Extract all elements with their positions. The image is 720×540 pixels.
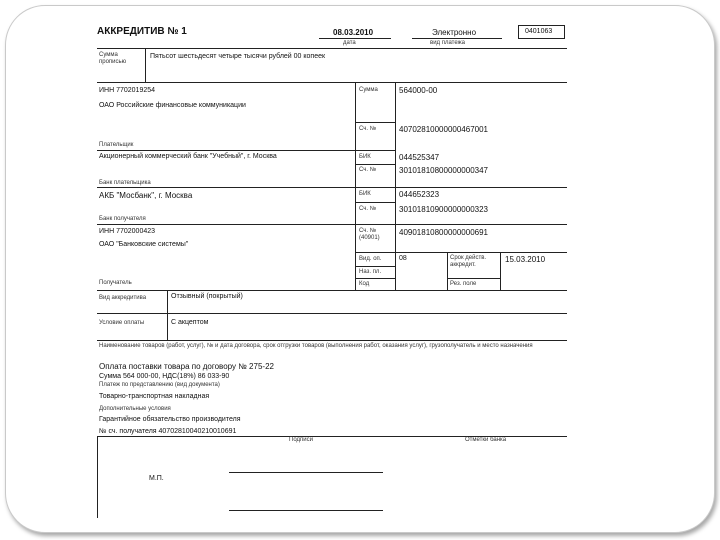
letter-of-credit-form bbox=[97, 20, 567, 520]
payer-bank-acc-label: Сч. № bbox=[359, 167, 377, 173]
recipient-inn: ИНН 7702000423 bbox=[99, 228, 156, 235]
amount-words-label: Сумма прописью bbox=[99, 52, 127, 65]
payer-sum-label: Сумма bbox=[359, 87, 378, 93]
op-type-label: Вид. оп. bbox=[359, 256, 382, 262]
stamp-place: М.П. bbox=[149, 475, 164, 482]
extra-value: Гарантийное обязательство производителя bbox=[99, 416, 241, 423]
payer-acc-value: 40702810000000467001 bbox=[399, 125, 488, 134]
payer-label: Плательщик bbox=[99, 142, 134, 148]
term-label: Срок действ. аккредит. bbox=[450, 255, 487, 268]
payer-bank-label: Банк плательщика bbox=[99, 180, 151, 186]
extra-caption: Дополнительные условия bbox=[99, 406, 171, 412]
payment-condition-label: Условие оплаты bbox=[99, 320, 145, 326]
goods-caption: Наименование товаров (работ, услуг), № и дата договора, срок отгрузки товаров (выполнения работ, оказания услуг), грузополучатель и место назначения bbox=[99, 343, 533, 349]
payment-type: Электронно bbox=[432, 28, 477, 37]
term-value: 15.03.2010 bbox=[505, 255, 546, 264]
recipient-acc-label: Сч. № (40901) bbox=[359, 228, 380, 241]
recipient-bank-acc-label: Сч. № bbox=[359, 206, 377, 212]
recipient-bank-bik-label: БИК bbox=[359, 191, 371, 197]
recipient-bank-acc-value: 30101810900000000323 bbox=[399, 205, 488, 214]
recipient-bank-label: Банк получателя bbox=[99, 216, 146, 222]
payer-acc-label: Сч. № bbox=[359, 126, 377, 132]
payment-condition-value: С акцептом bbox=[171, 319, 209, 326]
payer-inn: ИНН 7702019254 bbox=[99, 87, 156, 94]
signatures-caption: Подписи bbox=[289, 437, 313, 443]
recipient-bank-bik-value: 044652323 bbox=[399, 190, 440, 199]
recipient-bank-name: АКБ "Мосбанк", г. Москва bbox=[99, 191, 193, 200]
lc-kind-value: Отзывный (покрытый) bbox=[171, 293, 243, 300]
code-label: Код bbox=[359, 281, 370, 287]
payer-bank-bik-value: 044525347 bbox=[399, 153, 440, 162]
recipient-label: Получатель bbox=[99, 280, 132, 286]
form-code: 0401063 bbox=[525, 28, 553, 35]
recipient-name: ОАО "Банковские системы" bbox=[99, 241, 189, 248]
docs-value: Товарно-транспортная накладная bbox=[99, 393, 210, 400]
recipient-acc-value: 40901810800000000691 bbox=[399, 228, 488, 237]
payment-type-caption: вид платежа bbox=[430, 40, 465, 46]
payer-sum-value: 564000-00 bbox=[399, 86, 438, 95]
purpose-label: Наз. пл. bbox=[359, 269, 382, 275]
res-field-label: Рез. поле bbox=[450, 281, 477, 287]
payer-bank-bik-label: БИК bbox=[359, 154, 371, 160]
bank-marks-caption: Отметки банка bbox=[465, 437, 507, 443]
form-date: 08.03.2010 bbox=[333, 28, 374, 37]
docs-caption: Платеж по представлению (вид документа) bbox=[99, 382, 220, 388]
date-caption: дата bbox=[343, 40, 356, 46]
amount-words-value: Пятьсот шестьдесят четыре тысячи рублей 00 копеек bbox=[150, 53, 326, 60]
lc-kind-label: Вид аккредитива bbox=[99, 295, 147, 301]
payer-bank-name: Акционерный коммерческий банк "Учебный", г. Москва bbox=[99, 153, 277, 160]
vat-line: Сумма 564 000-00, НДС(18%) 86 033-90 bbox=[99, 373, 230, 380]
payer-bank-acc-value: 30101810800000000347 bbox=[399, 166, 488, 175]
payment-line: Оплата поставки товара по договору № 275-22 bbox=[99, 362, 274, 371]
payer-name: ОАО Российские финансовые коммуникации bbox=[99, 102, 246, 109]
op-type-value: 08 bbox=[399, 255, 407, 262]
recipient-account-line: № сч. получателя 40702810040210010691 bbox=[99, 428, 237, 435]
form-title: АККРЕДИТИВ № 1 bbox=[97, 26, 187, 37]
